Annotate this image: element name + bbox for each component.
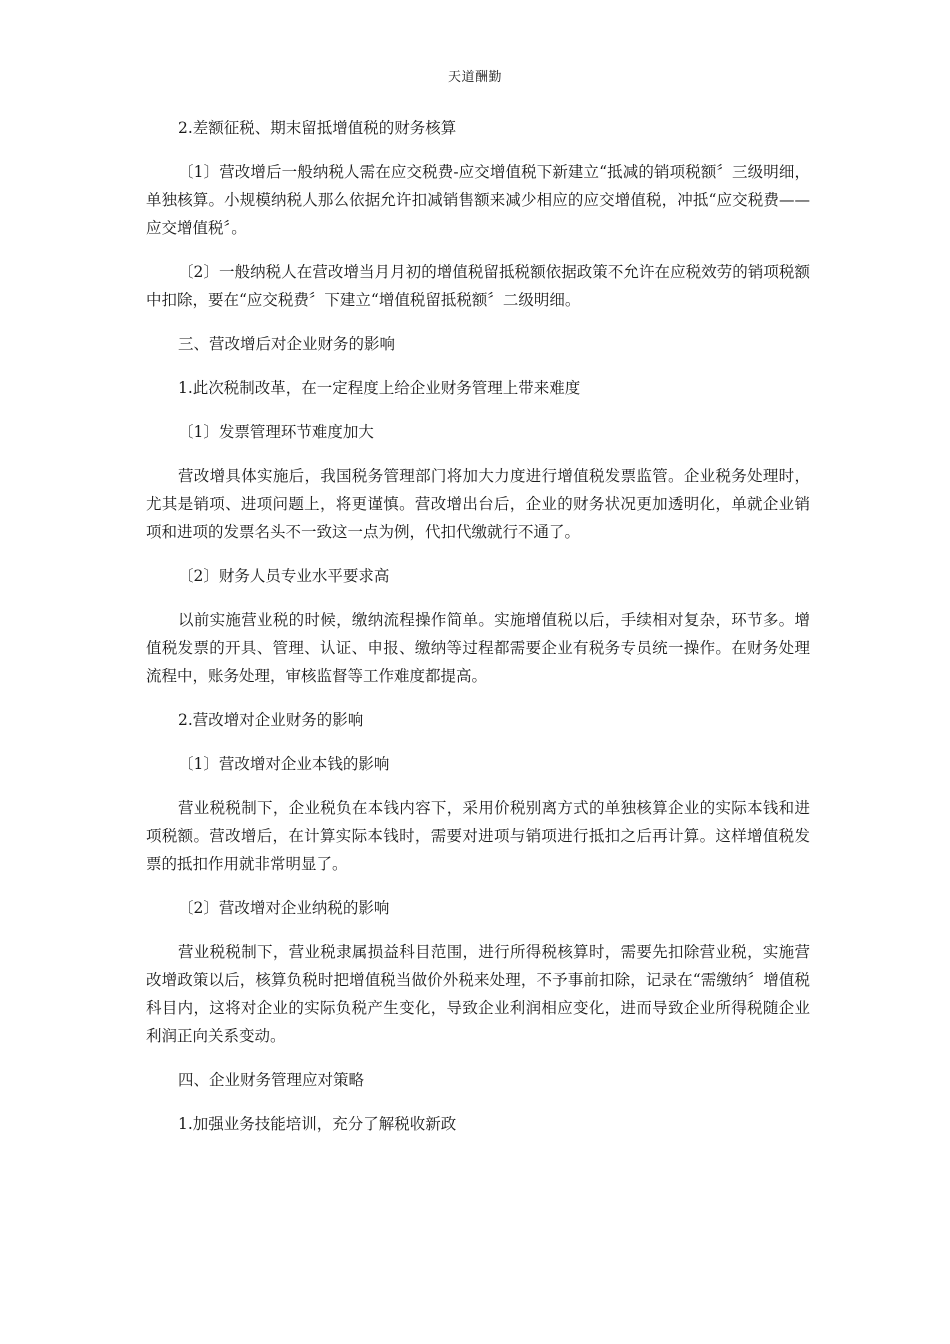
section-heading: 三、营改增后对企业财务的影响 [178, 335, 396, 353]
section-heading: 四、企业财务管理应对策略 [178, 1071, 365, 1089]
section-heading: 1.此次税制改革，在一定程度上给企业财务管理上带来难度 [178, 379, 581, 397]
document-body [146, 114, 810, 1154]
subsection-heading: 〔1〕营改增对企业本钱的影响 [178, 755, 390, 773]
body-paragraph: 〔1〕营改增后一般纳税人需在应交税费-应交增值税下新建立“抵减的销项税额〞三级明细，单独核算。小规模纳税人那么依据允许扣减销售额来减少相应的应交增值税，冲抵“应交税费——应交增值税〞。 [146, 163, 810, 237]
section-heading: 1.加强业务技能培训，充分了解税收新政 [178, 1115, 457, 1133]
subsection-heading: 〔1〕发票管理环节难度加大 [178, 423, 374, 441]
section-heading: 2.差额征税、期末留抵增值税的财务核算 [178, 119, 457, 137]
section-heading: 2.营改增对企业财务的影响 [178, 711, 364, 729]
subsection-heading: 〔2〕财务人员专业水平要求高 [178, 567, 390, 585]
subsection-heading: 〔2〕营改增对企业纳税的影响 [178, 899, 390, 917]
body-paragraph: 以前实施营业税的时候，缴纳流程操作简单。实施增值税以后，手续相对复杂，环节多。增值税发票的开具、管理、认证、申报、缴纳等过程都需要企业有税务专员统一操作。在财务处理流程中，账务处理，审核监督等工作难度都提高。 [146, 611, 810, 685]
body-paragraph: 营业税税制下，企业税负在本钱内容下，采用价税别离方式的单独核算企业的实际本钱和进项税额。营改增后，在计算实际本钱时，需要对进项与销项进行抵扣之后再计算。这样增值税发票的抵扣作用就非常明显了。 [146, 799, 810, 873]
body-paragraph: 〔2〕一般纳税人在营改增当月月初的增值税留抵税额依据政策不允许在应税效劳的销项税额中扣除，要在“应交税费〞下建立“增值税留抵税额〞二级明细。 [146, 263, 810, 309]
body-paragraph: 营改增具体实施后，我国税务管理部门将加大力度进行增值税发票监管。企业税务处理时，尤其是销项、进项问题上，将更谨慎。营改增出台后，企业的财务状况更加透明化，单就企业销项和进项的发票名头不一致这一点为例，代扣代缴就行不通了。 [146, 467, 810, 541]
page-header: 天道酬勤 [447, 70, 502, 85]
body-paragraph: 营业税税制下，营业税隶属损益科目范围，进行所得税核算时，需要先扣除营业税，实施营改增政策以后，核算负税时把增值税当做价外税来处理，不予事前扣除，记录在“需缴纳〞增值税科目内，这将对企业的实际负税产生变化，导致企业利润相应变化，进而导致企业所得税随企业利润正向关系变动。 [146, 943, 810, 1045]
